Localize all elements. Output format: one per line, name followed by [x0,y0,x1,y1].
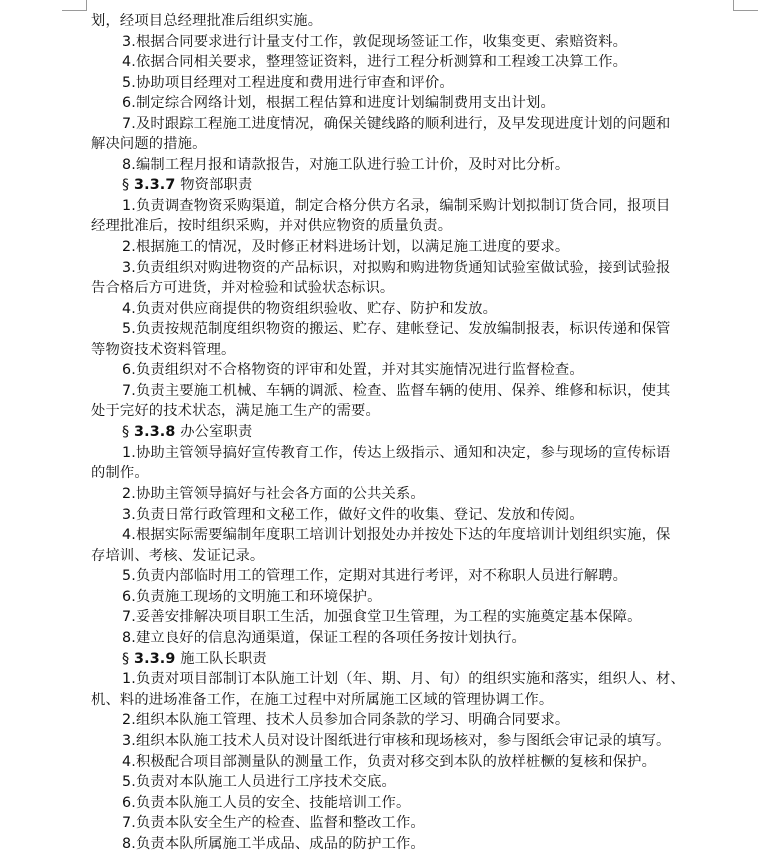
text-line: 6.负责本队施工人员的安全、技能培训工作。 [122,795,411,811]
crop-mark-left [62,0,87,11]
text-line: 6.制定综合网络计划，根据工程估算和进度计划编制费用支出计划。 [122,95,555,111]
text-line: 1.负责对项目部制订本队施工计划（年、期、月、旬）的组织实施和落实，组织人、材、 [122,671,685,687]
section-number: 3.3.8 [134,424,176,440]
text-line: 7.妥善安排解决项目职工生活，加强食堂卫生管理，为工程的实施奠定基本保障。 [122,609,642,625]
section-title: 施工队长职责 [180,651,267,667]
section-heading-3-3-7 [122,175,252,195]
text-line: 6.负责组织对不合格物资的评审和处置，并对其实施情况进行监督检查。 [122,362,584,378]
section-heading-3-3-9 [122,649,267,669]
text-line: 8.建立良好的信息沟通渠道，保证工程的各项任务按计划执行。 [122,630,527,646]
section-mark: § [122,424,130,440]
text-line: 4.负责对供应商提供的物资组织验收、贮存、防护和发放。 [122,301,498,317]
text-line: 8.负责本队所属施工半成品、成品的防护工作。 [122,836,425,852]
text-line: 4.依据合同相关要求，整理签证资料，进行工程分析测算和工程竣工决算工作。 [122,54,628,70]
text-line: 8.编制工程月报和请款报告，对施工队进行验工计价，及时对比分析。 [122,157,570,173]
text-line: 等物资技术资料管理。 [91,342,236,358]
text-line: 划，经项目总经理批准后组织实施。 [91,13,323,29]
text-line: 4.根据实际需要编制年度职工培训计划报处办并按处下达的年度培训计划组织实施，保 [122,527,671,543]
section-mark: § [122,651,130,667]
text-line: 1.协助主管领导搞好宣传教育工作，传达上级指示、通知和决定，参与现场的宣传标语 [122,445,671,461]
section-title: 办公室职责 [180,424,253,440]
text-line: 5.负责按规范制度组织物资的搬运、贮存、建帐登记、发放编制报表，标识传递和保管 [122,321,671,337]
text-line: 处于完好的技术状态，满足施工生产的需要。 [91,403,380,419]
crop-mark-right [733,0,758,11]
text-line: 1.负责调查物资采购渠道，制定合格分供方名录，编制采购计划拟制订货合同，报项目 [122,198,671,214]
text-line: 6.负责施工现场的文明施工和环境保护。 [122,589,382,605]
section-title: 物资部职责 [180,177,253,193]
text-line: 机、料的进场准备工作，在施工过程中对所属施工区域的管理协调工作。 [91,692,554,708]
text-line: 7.及时跟踪工程施工进度情况，确保关键线路的顺利进行，及早发现进度计划的问题和 [122,116,671,132]
section-heading-3-3-8 [122,422,252,442]
section-number: 3.3.7 [134,177,176,193]
text-line: 7.负责主要施工机械、车辆的调派、检查、监督车辆的使用、保养、维修和标识，使其 [122,383,671,399]
text-line: 的制作。 [91,465,149,481]
text-line: 5.协助项目经理对工程进度和费用进行审查和评价。 [122,75,454,91]
text-line: 2.协助主管领导搞好与社会各方面的公共关系。 [122,486,425,502]
section-mark: § [122,177,130,193]
text-line: 4.积极配合项目部测量队的测量工作，负责对移交到本队的放样桩橛的复核和保护。 [122,754,657,770]
text-line: 2.组织本队施工管理、技术人员参加合同条款的学习、明确合同要求。 [122,712,570,728]
text-line: 3.负责组织对购进物资的产品标识，对拟购和购进物货通知试验室做试验，接到试验报 [122,260,671,276]
text-line: 经理批准后，按时组织采购，并对供应物资的质量负责。 [91,218,453,234]
text-line: 3.根据合同要求进行计量支付工作，敦促现场签证工作，收集变更、索赔资料。 [122,34,628,50]
text-line: 2.根据施工的情况，及时修正材料进场计划，以满足施工进度的要求。 [122,239,570,255]
text-line: 5.负责对本队施工人员进行工序技术交底。 [122,774,396,790]
text-line: 5.负责内部临时用工的管理工作，定期对其进行考评，对不称职人员进行解聘。 [122,568,628,584]
section-number: 3.3.9 [134,651,176,667]
text-line: 7.负责本队安全生产的检查、监督和整改工作。 [122,815,425,831]
text-line: 解决问题的措施。 [91,136,207,152]
text-line: 存培训、考核、发证记录。 [91,548,265,564]
text-line: 告合格后方可进货，并对检验和试验状态标识。 [91,280,395,296]
text-line: 3.组织本队施工技术人员对设计图纸进行审核和现场核对，参与图纸会审记录的填写。 [122,733,671,749]
text-line: 3.负责日常行政管理和文秘工作，做好文件的收集、登记、发放和传阅。 [122,507,584,523]
